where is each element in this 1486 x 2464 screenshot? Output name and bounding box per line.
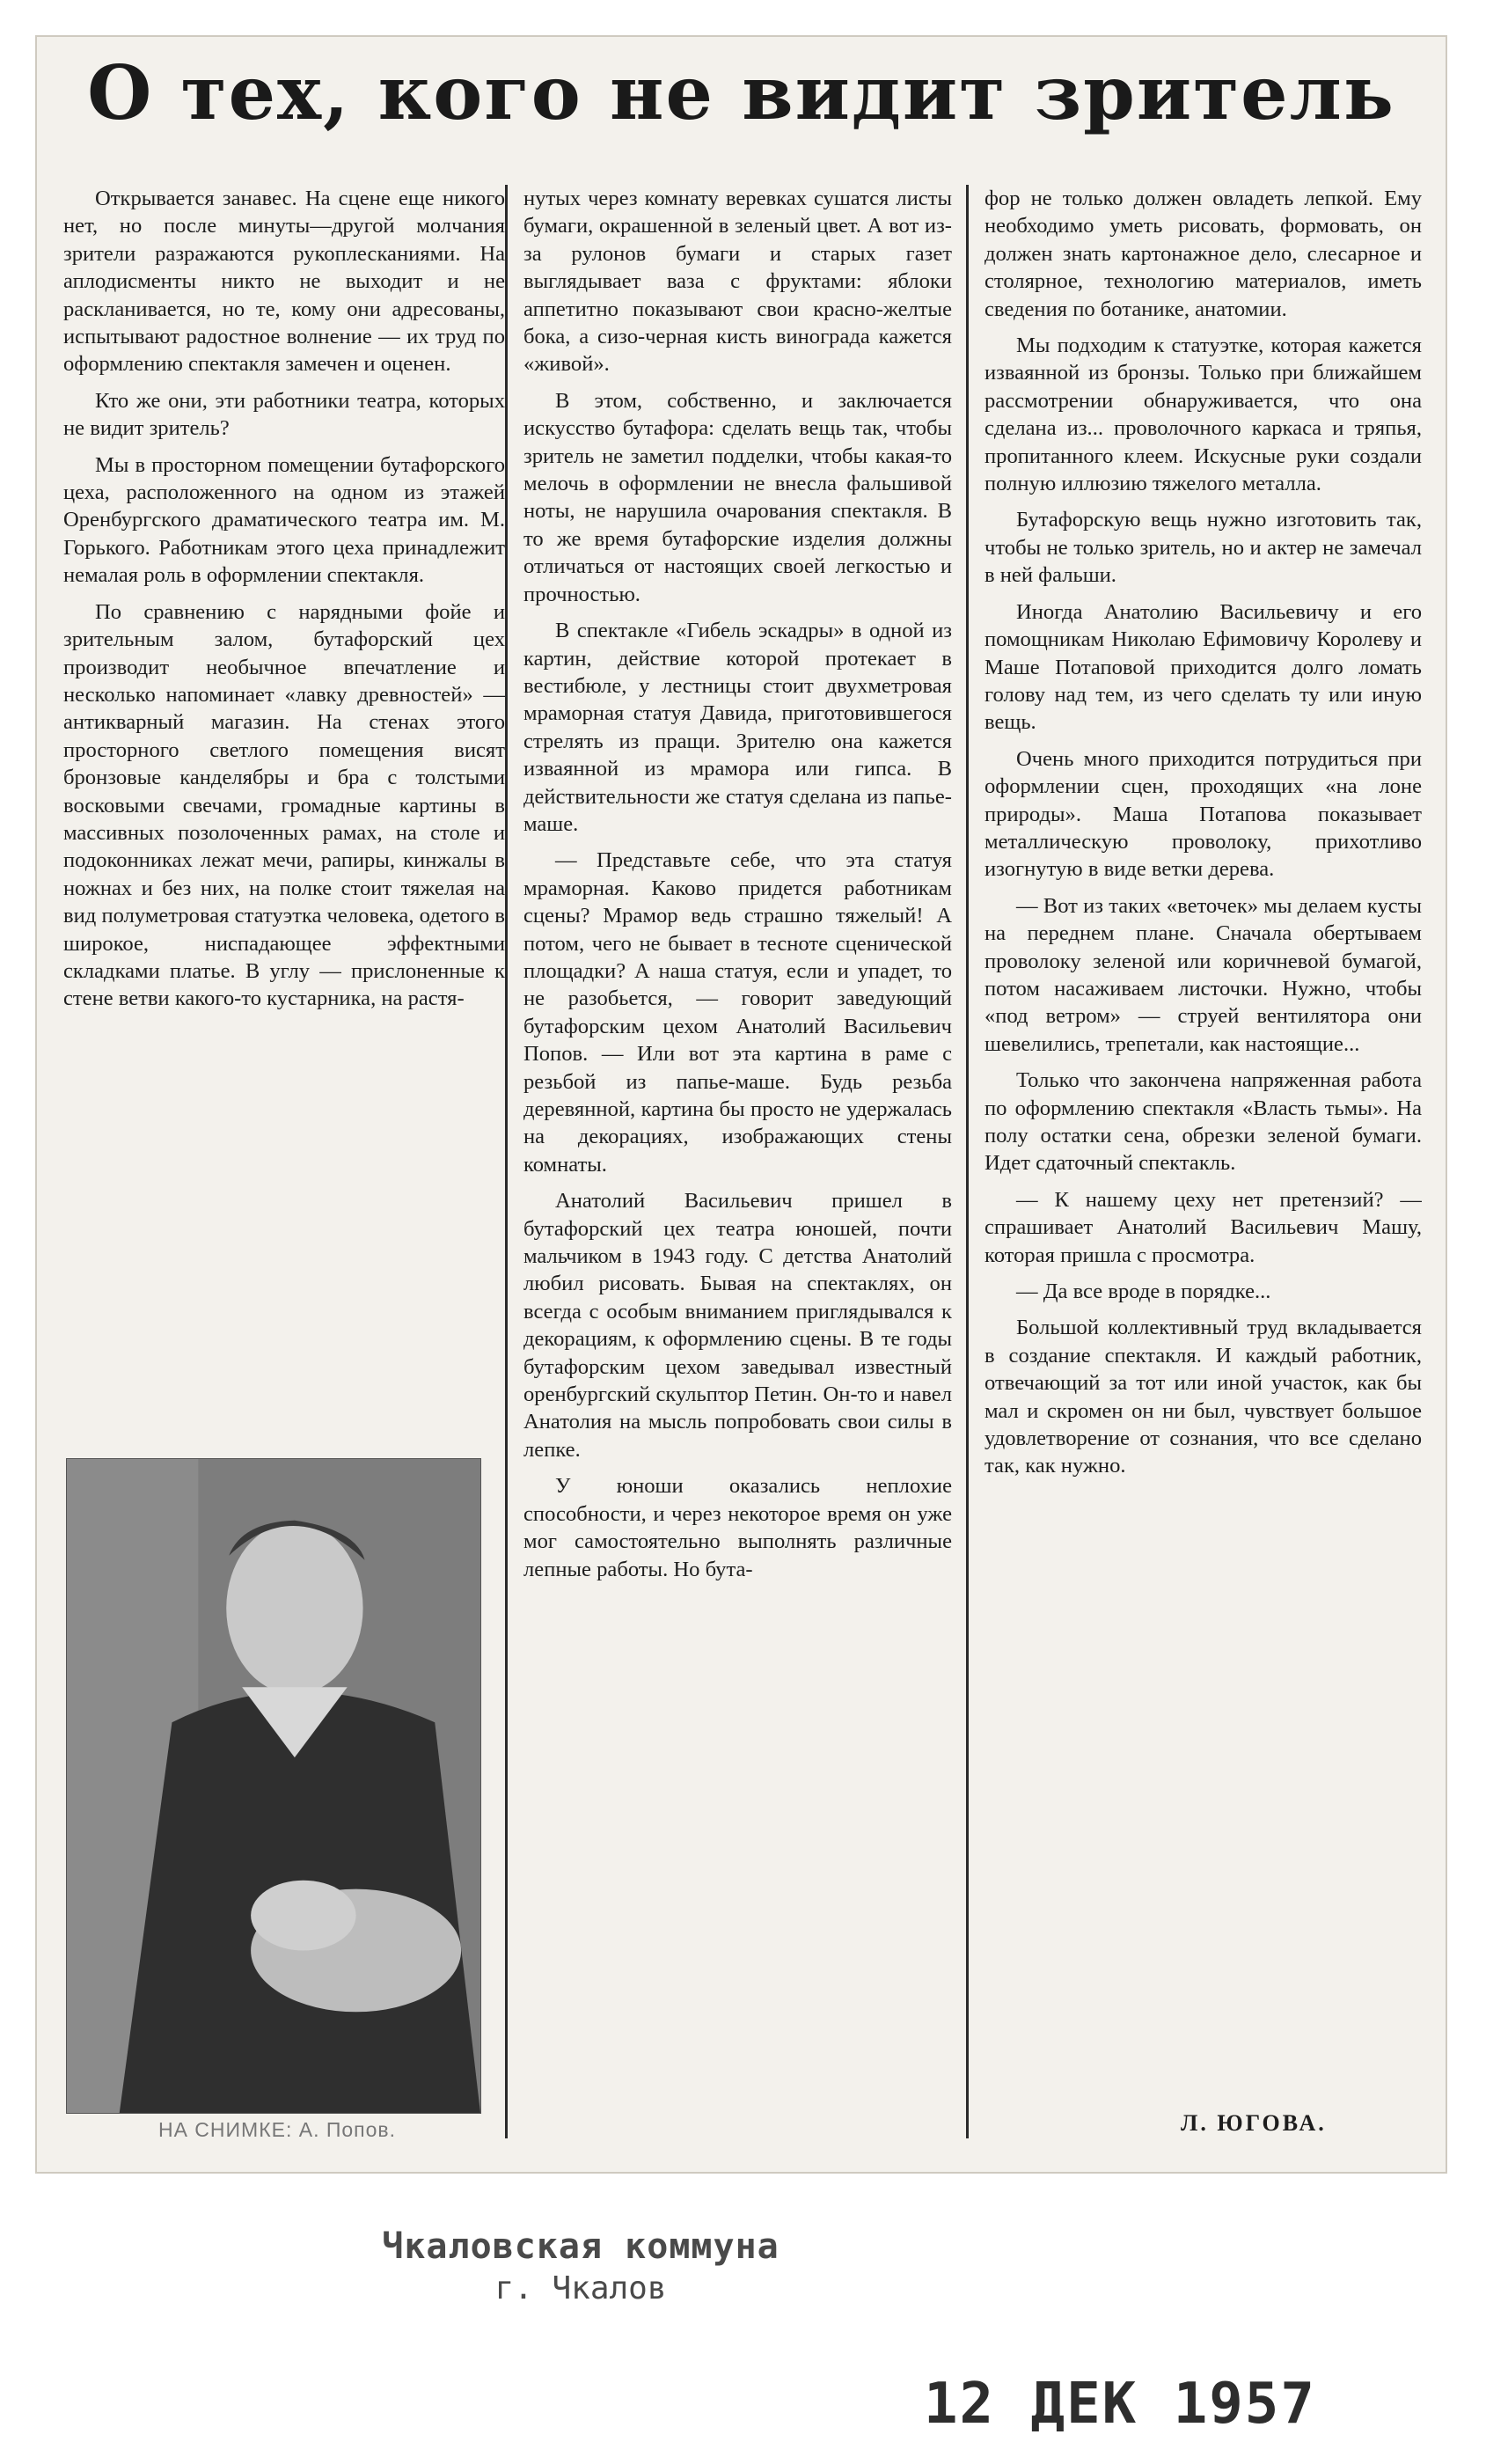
photo-illustration bbox=[67, 1459, 480, 2113]
paragraph: Кто же они, эти работники театра, которых не видит зритель? bbox=[63, 388, 505, 441]
article-headline: О тех, кого не видит зритель bbox=[87, 49, 1395, 136]
paragraph: Большой коллективный труд вкладывается в создание спектакля. И каждый работник, отвечающий за тот или иной участок, как бы мал и скромен он ни был, чувствует большое удовлетворение от сознания, что все сделано так, как нужно. bbox=[985, 1316, 1422, 1478]
paragraph: Анатолий Васильевич пришел в бутафорский цех театра юношей, почти мальчиком в 1943 году. С детства Анатолий любил рисовать. Бывая на спектаклях, он всегда с особым вниманием приглядывался к декорациям, к оформлению сцены. В те годы бутафорским цехом заведывал известный оренбургский скульптор Петин. Он-то и навел Анатолия на мысль попробовать свои силы в лепке. bbox=[523, 1189, 952, 1462]
paragraph: — Вот из таких «веточек» мы делаем кусты на переднем плане. Сначала обертываем проволоку зеленой или коричневой бумагой, потом насаживаем листочки. Нужно, чтобы «под ветром» — струей вентилятора они шевелились, трепетали, как настоящие... bbox=[985, 893, 1422, 1056]
paragraph: Очень много приходится потрудиться при оформлении сцен, проходящих «на лоне природы». Маша Потапова показывает металлическую проволоку, прихотливо изогнутую в виде ветки дерева. bbox=[985, 746, 1422, 882]
paragraph: Мы в просторном помещении бутафорского цеха, расположенного на одном из этажей Оренбургского драматического театра им. М. Горького. Работникам этого цеха принадлежит немалая роль в оформлении спектакля. bbox=[63, 452, 505, 588]
paragraph: В спектакле «Гибель эскадры» в одной из картин, действие которой протекает в вестибюле, у лестницы стоит двухметровая мраморная статуя Давида, приготовившегося стрелять из пращи. Зрителю она кажется изваянной из мрамора или гипса. В действительности же статуя сделана из папье-маше. bbox=[523, 619, 952, 836]
paragraph: Иногда Анатолию Васильевичу и его помощникам Николаю Ефимовичу Королеву и Маше Потаповой приходится долго ломать голову над тем, из чего сделать ту или иную вещь. bbox=[985, 599, 1422, 735]
paragraph: По сравнению с нарядными фойе и зрительным залом, бутафорский цех производит необычное впечатление и несколько напоминает «лавку древностей» — антикварный магазин. На стенах этого просторного светлого помещения висят бронзовые канделябры и бра с толстыми восковыми свечами, громадные картины в массивных позолоченных рамах, на столе и подоконниках лежат мечи, рапиры, кинжалы в ножнах и без них, на полке стоит тяжелая на вид полуметровая статуэтка человека, одетого в широкое, ниспадающее эффектными складками платье. В углу — прислоненные к стене ветви какого-то кустарника, на растя- bbox=[63, 599, 505, 1011]
author-signature: Л. ЮГОВА. bbox=[1181, 2110, 1327, 2136]
paragraph: Открывается занавес. На сцене еще никого нет, но после минуты—другой молчания зрители разражаются рукоплесканиями. На аплодисменты никто не выходит и не раскланивается, но те, кому они адресованы, испытывают радостное волнение — их труд по оформлению спектакля замечен и оценен. bbox=[63, 187, 505, 377]
paragraph: нутых через комнату веревках сушатся листы бумаги, окрашенной в зеленый цвет. А вот из-за рулонов бумаги и старых газет выглядывает ваза с фруктами: яблоки аппетитно показывают свои красно-желтые бока, а сизо-черная кисть винограда кажется «живой». bbox=[523, 187, 952, 377]
newspaper-clipping bbox=[35, 35, 1447, 2174]
publication-stamp bbox=[352, 2226, 809, 2306]
paragraph: — Да все вроде в порядке... bbox=[1016, 1280, 1271, 1304]
paragraph: — Представьте себе, что эта статуя мраморная. Каково придется работникам сцены? Мрамор ведь страшно тяжелый! А потом, чего не бывает в тесноте сценической площадки? А наша статуя, если и упадет, то не разобьется, — говорит заведующий бутафорским цехом Анатолий Васильевич Попов. — Или вот эта картина в раме с резьбой из папье-маше. Будь резьба деревянной, картина бы просто не удержалась на декорациях, изображающих стены комнаты. bbox=[523, 848, 952, 1177]
paragraph: У юноши оказались неплохие способности, и через некоторое время он уже мог самостоятельно выполнять различные лепные работы. Но бута- bbox=[523, 1474, 952, 1581]
paragraph: Мы подходим к статуэтке, которая кажется изваянной из бронзы. Только при ближайшем рассмотрении обнаруживается, что она сделана из... проволочного каркаса и тряпья, пропитанного клеем. Искусные руки создали полную иллюзию тяжелого металла. bbox=[985, 334, 1422, 496]
article-column-3 bbox=[966, 185, 1422, 2138]
article-column-1 bbox=[63, 185, 505, 1478]
date-stamp: 12 ДЕК 1957 bbox=[924, 2372, 1316, 2437]
paragraph: фор не только должен овладеть лепкой. Ему необходимо уметь рисовать, формовать, он должен знать картонажное дело, слесарное и столярное, технологию материалов, иметь сведения по ботанике, анатомии. bbox=[985, 187, 1422, 321]
publication-city: г. Чкалов bbox=[494, 2270, 667, 2306]
paragraph: В этом, собственно, и заключается искусство бутафора: сделать вещь так, чтобы зритель не заметил подделки, чтобы какая-то мелочь в оформлении не внесла фальшивой ноты, не нарушила очарования спектакля. В то же время бутафорские изделия должны отличаться от настоящих своей легкостью и прочностью. bbox=[523, 388, 952, 606]
paragraph: Только что закончена напряженная работа по оформлению спектакля «Власть тьмы». На полу остатки сена, обрезки зеленой бумаги. Идет сдаточный спектакль. bbox=[985, 1068, 1422, 1176]
photo-caption: НА СНИМКЕ: А. Попов. bbox=[157, 2118, 397, 2141]
publication-name: Чкаловская коммуна bbox=[382, 2226, 780, 2267]
paragraph: Бутафорскую вещь нужно изготовить так, чтобы не только зритель, но и актер не замечал в ней фальши. bbox=[985, 508, 1422, 588]
article-column-2 bbox=[505, 185, 952, 2138]
paragraph: — К нашему цеху нет претензий? — спрашивает Анатолий Васильевич Машу, которая пришла с просмотра. bbox=[985, 1187, 1422, 1267]
photo bbox=[66, 1458, 481, 2114]
